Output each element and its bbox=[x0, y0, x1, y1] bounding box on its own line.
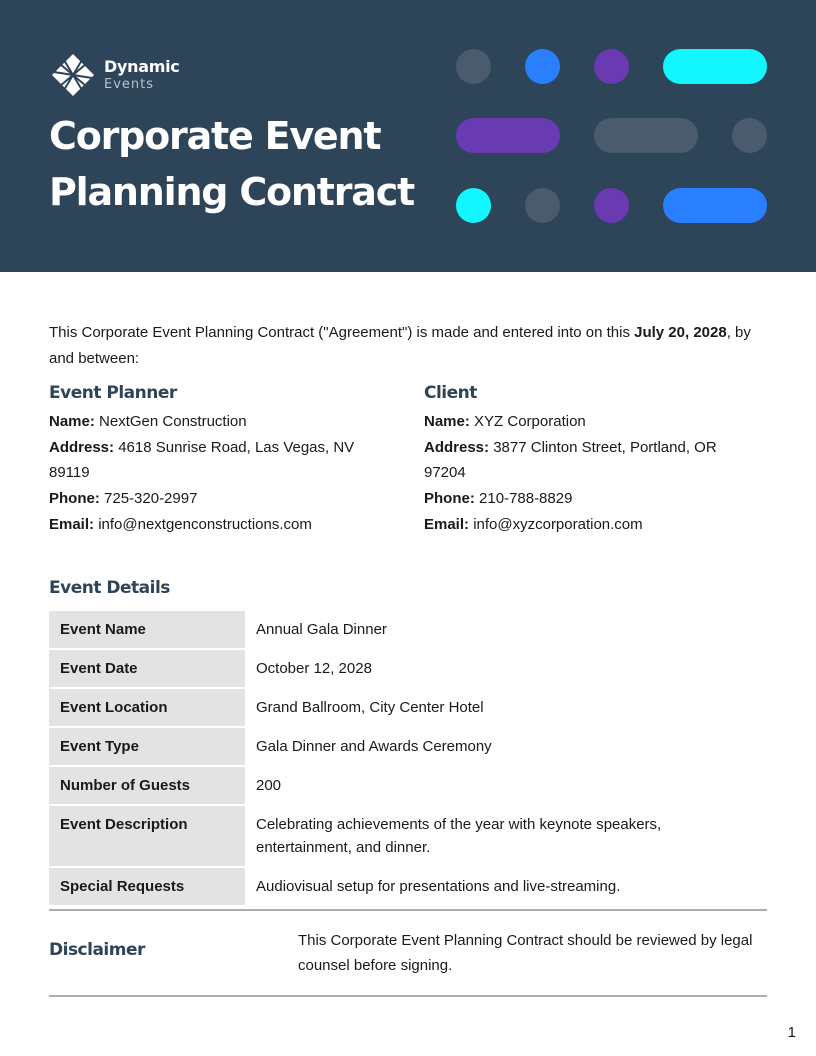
label: Name: bbox=[424, 413, 470, 430]
title-line-1: Corporate Event bbox=[49, 114, 381, 158]
event-planner-heading: Event Planner bbox=[49, 383, 177, 403]
table-row bbox=[49, 727, 767, 766]
disclaimer-heading: Disclaimer bbox=[49, 940, 145, 960]
decorative-dot bbox=[732, 118, 767, 153]
label: Email: bbox=[49, 515, 95, 533]
client-section bbox=[424, 383, 764, 538]
logo-name: Dynamic bbox=[104, 57, 180, 76]
row-value: Celebrating achievements of the year with keynote speakers, entertainment, and dinner. bbox=[245, 805, 767, 867]
intro-text: This Corporate Event Planning Contract ("Agreement") is made and entered into on this bbox=[49, 324, 635, 341]
header-banner bbox=[0, 0, 816, 272]
divider-bottom bbox=[49, 995, 767, 997]
event-details-heading: Event Details bbox=[49, 578, 170, 598]
row-label: Event Description bbox=[49, 805, 245, 867]
decorative-pill bbox=[456, 118, 560, 153]
label: Address: bbox=[424, 438, 490, 456]
event-planner-section bbox=[49, 383, 389, 538]
value: 4618 Sunrise Road, Las Vegas, NV 89119 bbox=[49, 438, 355, 482]
row-value: Audiovisual setup for presentations and live-streaming. bbox=[245, 867, 767, 906]
diamond-star-logo-icon bbox=[50, 52, 96, 98]
label: Phone: bbox=[49, 490, 100, 508]
row-value: Grand Ballroom, City Center Hotel bbox=[245, 688, 767, 727]
row-value: Gala Dinner and Awards Ceremony bbox=[245, 727, 767, 766]
row-value: Annual Gala Dinner bbox=[245, 611, 767, 649]
client-phone bbox=[424, 486, 764, 512]
title-line-2: Planning Contract bbox=[49, 170, 415, 214]
decorative-dot bbox=[456, 49, 491, 84]
row-label: Event Name bbox=[49, 611, 245, 649]
row-label: Event Location bbox=[49, 688, 245, 727]
decorative-pill bbox=[594, 118, 698, 153]
table-row bbox=[49, 805, 767, 867]
value: 3877 Clinton Street, Portland, OR 97204 bbox=[424, 438, 717, 482]
row-label: Event Type bbox=[49, 727, 245, 766]
table-row bbox=[49, 649, 767, 688]
table-row bbox=[49, 611, 767, 649]
value: XYZ Corporation bbox=[474, 413, 586, 430]
label: Email: bbox=[424, 515, 470, 533]
disclaimer-text: This Corporate Event Planning Contract should be reviewed by legal counsel before signing. bbox=[298, 932, 753, 974]
value: info@nextgenconstructions.com bbox=[98, 515, 312, 533]
label: Name: bbox=[49, 413, 95, 430]
decorative-pill bbox=[663, 188, 767, 223]
client-email bbox=[424, 512, 764, 538]
intro-text-end: , by and between: bbox=[49, 324, 751, 367]
client-heading: Client bbox=[424, 383, 477, 403]
row-label: Special Requests bbox=[49, 867, 245, 906]
row-label: Number of Guests bbox=[49, 766, 245, 805]
event-details-table bbox=[49, 611, 767, 907]
page-title bbox=[49, 108, 414, 220]
label: Phone: bbox=[424, 490, 475, 508]
divider-top bbox=[49, 909, 767, 911]
decorative-dot bbox=[525, 49, 560, 84]
planner-email bbox=[49, 512, 389, 538]
table-row bbox=[49, 867, 767, 906]
row-label: Event Date bbox=[49, 649, 245, 688]
value: info@xyzcorporation.com bbox=[473, 515, 643, 533]
decorative-dot bbox=[594, 188, 629, 223]
row-value: 200 bbox=[245, 766, 767, 805]
table-row bbox=[49, 766, 767, 805]
planner-address bbox=[49, 435, 379, 486]
decorative-pill bbox=[663, 49, 767, 84]
planner-phone bbox=[49, 486, 389, 512]
decorative-dot bbox=[456, 188, 491, 223]
logo-subtitle: Events bbox=[104, 77, 155, 92]
decorative-dot bbox=[594, 49, 629, 84]
value: NextGen Construction bbox=[99, 413, 247, 430]
label: Address: bbox=[49, 438, 115, 456]
table-row bbox=[49, 688, 767, 727]
agreement-date: July 20, 2028 bbox=[634, 324, 727, 341]
client-name bbox=[424, 409, 764, 435]
logo bbox=[50, 52, 179, 98]
client-address bbox=[424, 435, 754, 486]
page-number: 1 bbox=[787, 1024, 796, 1041]
planner-name bbox=[49, 409, 389, 435]
intro-paragraph bbox=[49, 320, 769, 372]
row-value: October 12, 2028 bbox=[245, 649, 767, 688]
value: 210-788-8829 bbox=[479, 490, 573, 508]
value: 725-320-2997 bbox=[104, 490, 198, 508]
decorative-dot bbox=[525, 188, 560, 223]
